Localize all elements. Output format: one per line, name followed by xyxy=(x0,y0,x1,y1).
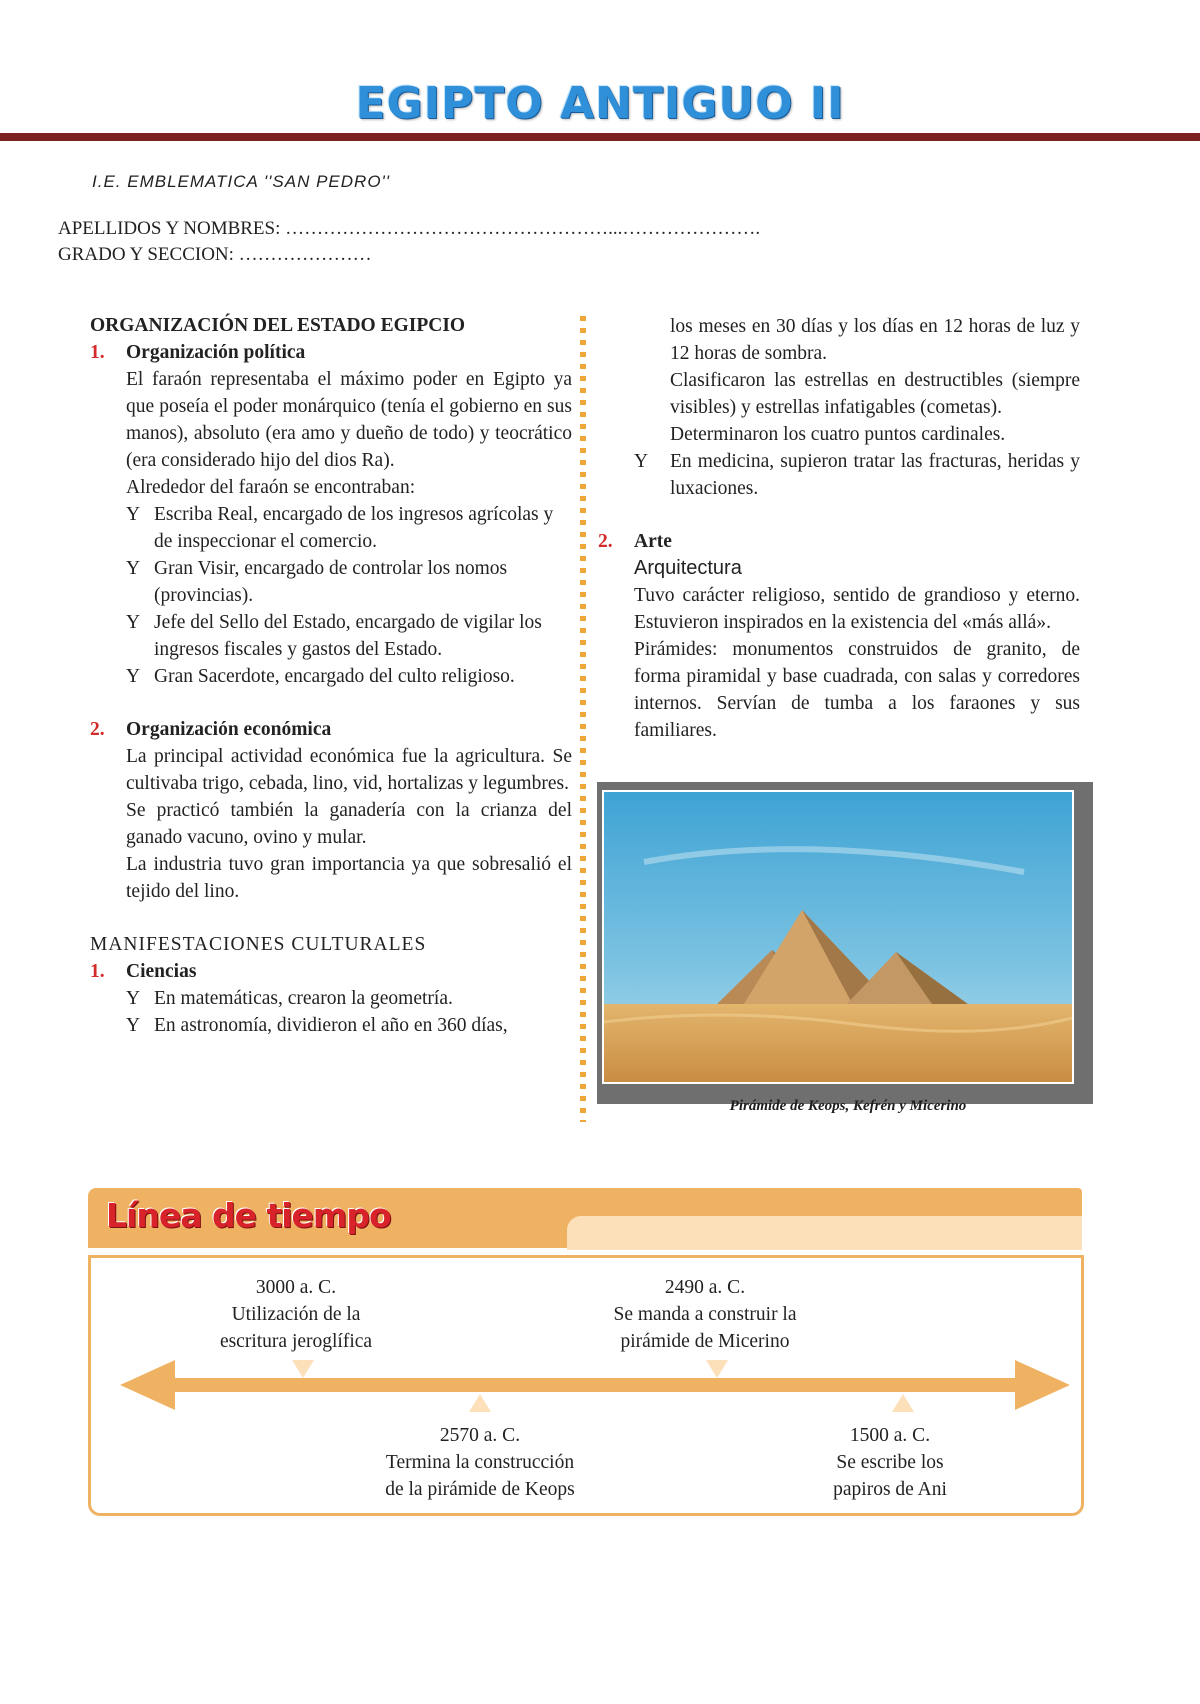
subheading-ciencias xyxy=(90,958,572,985)
timeline-event xyxy=(176,1274,416,1355)
arquitectura-text-1: Tuvo carácter religioso, sentido de grandioso y eterno. Estuvieron inspirados en la existencia del «más allá». xyxy=(634,585,1080,633)
list-item-text: En medicina, supieron tratar las fracturas, heridas y luxaciones. xyxy=(670,451,1080,499)
marker-down xyxy=(292,1360,314,1378)
event-text: Termina la construcción xyxy=(385,1452,575,1473)
event-text: Se escribe los xyxy=(836,1452,944,1473)
event-date: 2490 a. C. xyxy=(664,1277,746,1298)
bullet-mark: Y xyxy=(634,451,649,472)
list-item-text: En matemáticas, crearon la geometría. xyxy=(154,988,453,1009)
economica-text-2: Se practicó también la ganadería con la crianza del ganado vacuno, ovino y mular. xyxy=(126,800,572,848)
event-date: 2570 a. C. xyxy=(439,1425,521,1446)
photo-caption: Pirámide de Keops, Kefrén y Micerino xyxy=(729,1098,967,1114)
item-number: 1. xyxy=(90,961,105,982)
timeline-arrow xyxy=(120,1350,1070,1420)
item-number: 2. xyxy=(90,719,105,740)
bullet-mark: Y xyxy=(126,558,141,579)
list-item-text: Jefe del Sello del Estado, encargado de vigilar los ingresos fiscales y gastos del Estado. xyxy=(154,612,542,660)
marker-down xyxy=(706,1360,728,1378)
marker-up xyxy=(469,1394,491,1412)
list-item-text: Escriba Real, encargado de los ingresos agrícolas y de inspeccionar el comercio. xyxy=(154,504,554,552)
title-divider xyxy=(0,133,1200,141)
timeline-event xyxy=(780,1422,1000,1503)
column-divider xyxy=(580,316,586,1122)
event-text: escritura jeroglífica xyxy=(219,1331,373,1352)
astronomia-estrellas: Clasificaron las estrellas en destructibles (siempre visibles) y estrellas infatigables (cometas). xyxy=(670,370,1080,418)
bullet-mark: Y xyxy=(126,504,141,525)
list-item xyxy=(90,555,572,609)
marker-up xyxy=(892,1394,914,1412)
astronomia-cont: los meses en 30 días y los días en 12 horas de luz y 12 horas de sombra. xyxy=(670,316,1080,364)
bullet-mark: Y xyxy=(126,666,141,687)
event-text: Utilización de la xyxy=(231,1304,361,1325)
arquitectura-title: Arquitectura xyxy=(634,557,742,579)
subheading-label: Organización económica xyxy=(126,719,332,740)
list-item-text: Gran Visir, encargado de controlar los nomos (provincias). xyxy=(154,558,508,606)
list-item-text: En astronomía, dividieron el año en 360 días, xyxy=(154,1015,508,1036)
event-text: papiros de Ani xyxy=(833,1479,947,1500)
event-text: pirámide de Micerino xyxy=(620,1331,790,1352)
list-item xyxy=(634,448,1080,502)
bullet-mark: Y xyxy=(126,988,141,1009)
bullet-mark: Y xyxy=(126,1015,141,1036)
event-date: 3000 a. C. xyxy=(255,1277,337,1298)
timeline-event xyxy=(560,1274,850,1355)
list-item-text: Gran Sacerdote, encargado del culto religioso. xyxy=(154,666,515,687)
list-item xyxy=(90,663,572,690)
bullet-mark: Y xyxy=(126,612,141,633)
list-item xyxy=(90,1012,572,1039)
list-item xyxy=(90,501,572,555)
economica-text-3: La industria tuvo gran importancia ya que sobresalió el tejido del lino. xyxy=(126,854,572,902)
event-text: Se manda a construir la xyxy=(613,1304,797,1325)
subheading-politica xyxy=(90,339,572,366)
subheading-label: Organización política xyxy=(126,342,306,363)
politica-intro: Alrededor del faraón se encontraban: xyxy=(126,477,416,498)
item-number: 2. xyxy=(598,531,613,552)
timeline-header-accent xyxy=(567,1216,1082,1250)
subheading-label: Arte xyxy=(634,531,672,552)
name-field: APELLIDOS Y NOMBRES: ……………………………………………...…………………. xyxy=(58,218,761,239)
school-name: I.E. EMBLEMATICA ''SAN PEDRO'' xyxy=(92,172,391,191)
arquitectura-text-2: Pirámides: monumentos construidos de granito, de forma piramidal y base cuadrada, con salas y corredores internos. Servían de tumba a los faraones y sus familiares. xyxy=(634,639,1080,741)
list-item xyxy=(90,609,572,663)
subheading-economica xyxy=(90,716,572,743)
section-heading-manifestaciones: MANIFESTACIONES CULTURALES xyxy=(90,934,427,955)
grade-field: GRADO Y SECCION: ………………… xyxy=(58,244,372,265)
economica-text-1: La principal actividad económica fue la agricultura. Se cultivaba trigo, cebada, lino, vid, hortalizas y legumbres. xyxy=(126,746,572,794)
timeline-title: Línea de tiempo xyxy=(106,1196,391,1235)
timeline-event xyxy=(340,1422,620,1503)
item-number: 1. xyxy=(90,342,105,363)
astronomia-puntos: Determinaron los cuatro puntos cardinales. xyxy=(670,424,1006,445)
section-heading-organizacion: ORGANIZACIÓN DEL ESTADO EGIPCIO xyxy=(90,315,466,336)
page-title: EGIPTO ANTIGUO II xyxy=(355,78,845,129)
event-date: 1500 a. C. xyxy=(849,1425,931,1446)
right-column xyxy=(598,313,1080,744)
list-item xyxy=(90,985,572,1012)
pyramids-photo xyxy=(602,790,1074,1084)
subheading-arte xyxy=(598,528,1080,555)
event-text: de la pirámide de Keops xyxy=(385,1479,575,1500)
politica-text: El faraón representaba el máximo poder en Egipto ya que poseía el poder monárquico (tenía el gobierno en sus manos), absoluto (era amo y dueño de todo) y teocrático (era considerado hijo del dios Ra). xyxy=(126,369,572,471)
subheading-label: Ciencias xyxy=(126,961,197,982)
left-column xyxy=(90,312,572,1039)
